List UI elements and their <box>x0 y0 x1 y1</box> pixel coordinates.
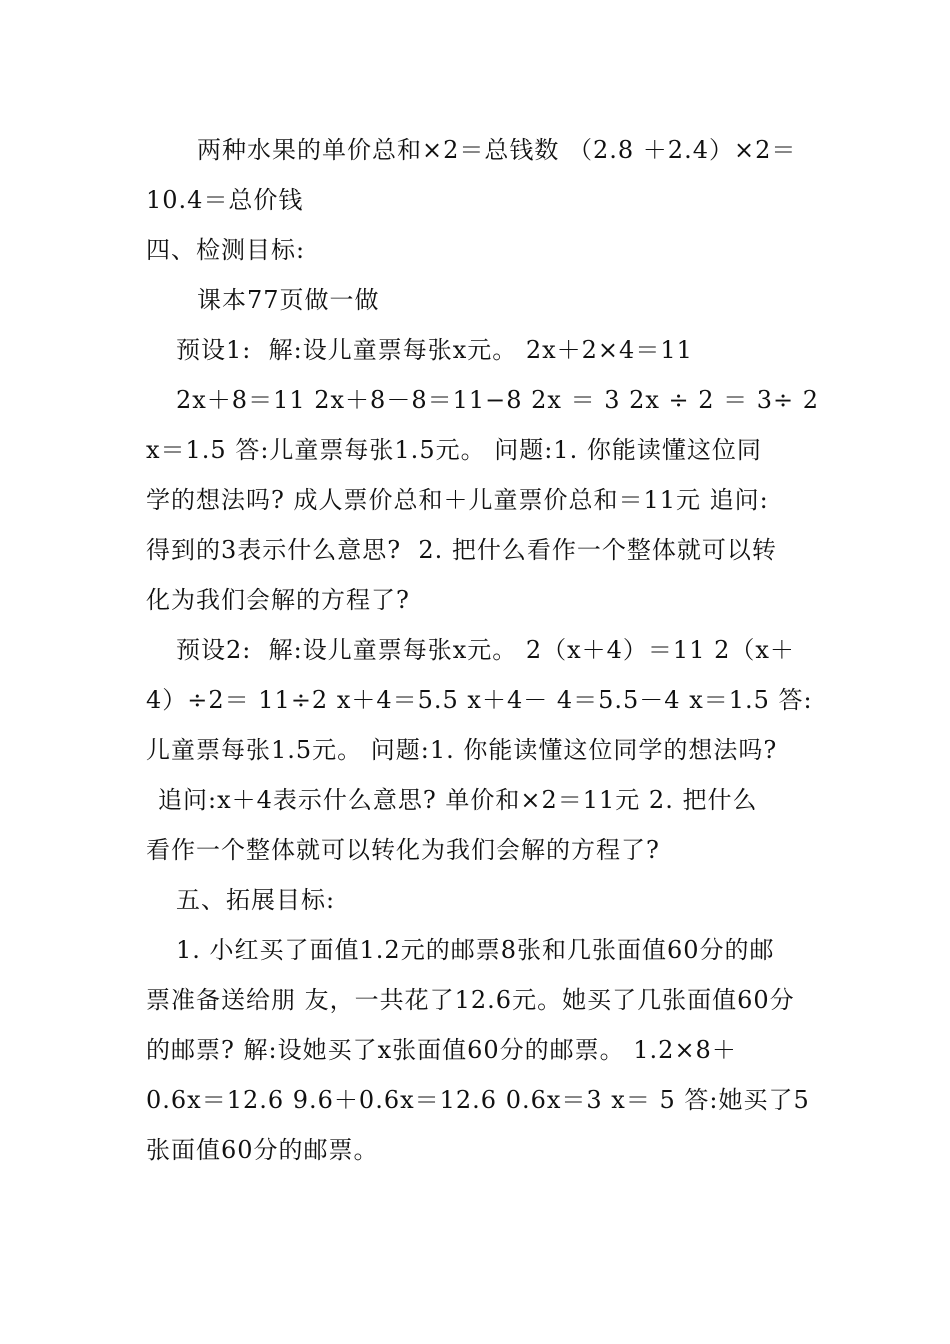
text-line-21: 张面值60分的邮票。 <box>146 1136 379 1164</box>
text-line-17: 1. 小红买了面值1.2元的邮票8张和几张面值60分的邮 <box>176 936 775 964</box>
text-line-10: 化为我们会解的方程了? <box>146 586 410 614</box>
text-line-9: 得到的3表示什么意思? 2. 把什么看作一个整体就可以转 <box>146 536 777 564</box>
text-line-18: 票准备送给朋 友，一共花了12.6元。她买了几张面值60分 <box>146 986 795 1014</box>
text-line-7: x＝1.5 答:儿童票每张1.5元。 问题:1. 你能读懂这位同 <box>146 436 762 464</box>
text-line-2: 10.4＝总价钱 <box>146 186 304 214</box>
text-line-8: 学的想法吗? 成人票价总和＋儿童票价总和＝11元 追问: <box>146 486 769 514</box>
text-line-1: 两种水果的单价总和×2＝总钱数 （2.8 ＋2.4）×2＝ <box>197 136 797 164</box>
text-line-6: 2x＋8＝11 2x＋8－8＝11−8 2x ＝ 3 2x ÷ 2 ＝ 3÷ 2 <box>176 386 820 414</box>
section-heading-4: 四、检测目标: <box>146 236 306 264</box>
text-line-5: 预设1: 解:设儿童票每张x元。 2x＋2×4＝11 <box>176 336 693 364</box>
text-line-12: 4）÷2＝ 11÷2 x＋4＝5.5 x＋4－ 4＝5.5－4 x＝1.5 答: <box>146 686 813 714</box>
text-line-15: 看作一个整体就可以转化为我们会解的方程了? <box>146 836 660 864</box>
text-line-13: 儿童票每张1.5元。 问题:1. 你能读懂这位同学的想法吗? <box>146 736 778 764</box>
text-line-4: 课本77页做一做 <box>197 286 380 314</box>
text-line-20: 0.6x＝12.6 9.6＋0.6x＝12.6 0.6x＝3 x＝ 5 答:她买了5 <box>146 1086 810 1114</box>
text-line-11: 预设2: 解:设儿童票每张x元。 2（x＋4）＝11 2（x＋ <box>176 636 795 664</box>
text-line-19: 的邮票? 解:设她买了x张面值60分的邮票。 1.2×8＋ <box>146 1036 737 1064</box>
section-heading-5: 五、拓展目标: <box>176 886 336 914</box>
text-line-14: 追问:x＋4表示什么意思? 单价和×2＝11元 2. 把什么 <box>158 786 758 814</box>
